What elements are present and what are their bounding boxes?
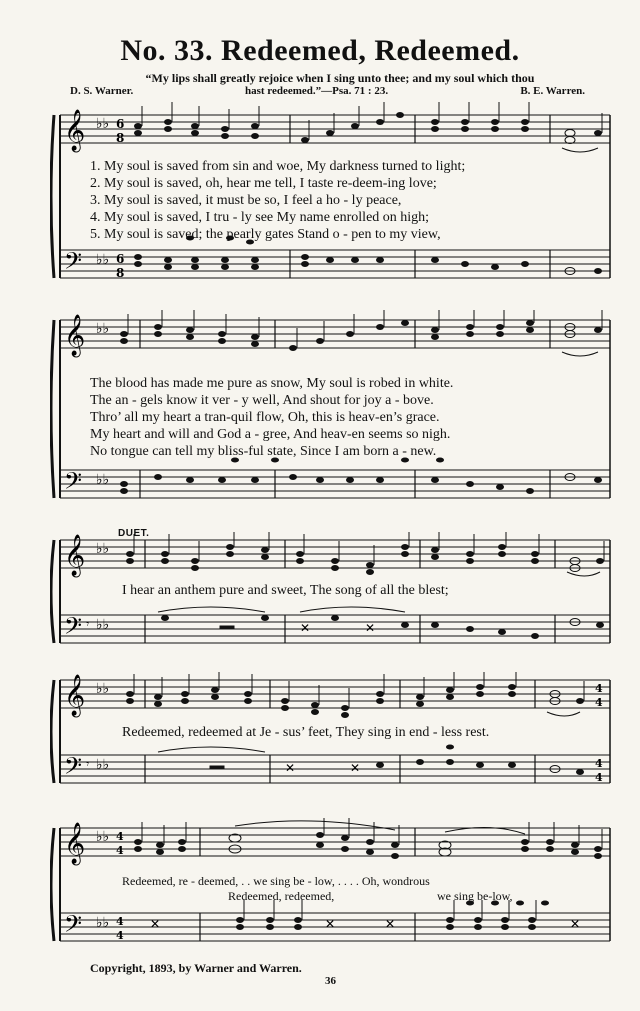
treble-clef-symbol: 𝄞 — [64, 110, 86, 151]
svg-text:♭♭: ♭♭ — [96, 915, 110, 931]
verse-4-line-1: 4. My soul is saved, I tru - ly see My name enrolled on high; — [90, 210, 430, 225]
svg-text:♭♭: ♭♭ — [96, 681, 110, 697]
treble-notes-1 — [134, 112, 602, 144]
system-brace — [51, 115, 54, 278]
verse-4-line-2: My heart and will and God a - gree, And heav-en seems so nigh. — [90, 427, 451, 442]
svg-text:4: 4 — [116, 830, 124, 843]
svg-text:4: 4 — [116, 844, 124, 857]
svg-text:✕: ✕ — [365, 621, 376, 635]
svg-text:6: 6 — [116, 252, 125, 266]
verse-5-line-2: No tongue can tell my bliss-ful state, Since I am born a - new. — [90, 444, 437, 459]
lyricist-credit: D. S. Warner. — [70, 85, 134, 97]
svg-text:𝄢: 𝄢 — [64, 467, 83, 500]
chorus-lower-lyric-2: we sing be-low, — [437, 889, 513, 903]
hymn-title: No. 33. Redeemed, Redeemed. — [120, 34, 520, 67]
chorus-lower-lyric-1: Redeemed, redeemed, — [228, 889, 335, 903]
verse-2-line-2: The an - gels know it ver - y well, And shout for joy a - bove. — [90, 393, 434, 408]
svg-text:4: 4 — [595, 757, 603, 770]
time-signature: 6 — [116, 117, 125, 131]
svg-text:✕: ✕ — [385, 917, 396, 931]
svg-text:♭♭: ♭♭ — [96, 321, 110, 337]
svg-text:✕: ✕ — [150, 917, 161, 931]
svg-text:✕: ✕ — [325, 917, 336, 931]
bass-clef-symbol: 𝄢 — [64, 247, 83, 280]
svg-text:✕: ✕ — [570, 917, 581, 931]
svg-text:8: 8 — [116, 266, 125, 280]
svg-text:♭♭: ♭♭ — [96, 829, 110, 845]
page-number: 36 — [325, 975, 336, 987]
verse-1-line-1: 1. My soul is saved from sin and woe, My darkness turned to light; — [90, 159, 466, 174]
chorus-upper-lyric: Redeemed, re - deemed, . . we sing be - low, . . . . Oh, wondrous — [122, 874, 430, 888]
svg-text:𝄾: 𝄾 — [86, 757, 90, 771]
svg-text:4: 4 — [116, 929, 124, 942]
refrain-lyric: Redeemed, redeemed at Je - sus’ feet, They sing in end - less rest. — [122, 725, 490, 740]
duet-label: DUET. — [118, 528, 150, 539]
verse-5-line-1: 5. My soul is saved; the pearly gates Stand o - pen to my view, — [90, 227, 441, 242]
svg-text:𝄞: 𝄞 — [64, 535, 86, 576]
verse-3-line-1: 3. My soul is saved, it must be so, I feel a ho - ly peace, — [90, 193, 402, 208]
verse-2-line-1: 2. My soul is saved, oh, hear me tell, I taste re-deem-ing love; — [90, 176, 437, 191]
scripture-epigraph — [70, 70, 610, 86]
svg-text:♭♭: ♭♭ — [96, 472, 110, 488]
svg-text:𝄢: 𝄢 — [64, 752, 83, 785]
svg-text:𝄞: 𝄞 — [64, 315, 86, 356]
composer-credit: B. E. Warren. — [520, 85, 585, 97]
svg-text:𝄞: 𝄞 — [64, 823, 86, 864]
svg-text:𝄞: 𝄞 — [64, 675, 86, 716]
svg-text:✕: ✕ — [350, 761, 361, 775]
svg-text:✕: ✕ — [285, 761, 296, 775]
svg-text:𝄢: 𝄢 — [64, 910, 83, 943]
epigraph-line-2: hast redeemed.”—Psa. 71 : 23. — [245, 85, 389, 97]
music-system-3 — [50, 532, 615, 667]
svg-text:♭♭: ♭♭ — [96, 541, 110, 557]
svg-text:𝄾: 𝄾 — [86, 617, 90, 631]
svg-text:8: 8 — [116, 131, 125, 145]
svg-text:𝄢: 𝄢 — [64, 612, 83, 645]
svg-text:4: 4 — [116, 915, 124, 928]
time-signature-change: 4 — [595, 682, 603, 695]
key-signature-flats: ♭♭ — [96, 116, 110, 132]
epigraph-line-1: “My lips shall greatly rejoice when I sing unto thee; and my soul which thou — [145, 71, 535, 85]
svg-text:4: 4 — [595, 771, 603, 784]
svg-text:♭♭: ♭♭ — [96, 757, 110, 773]
copyright-notice: Copyright, 1893, by Warner and Warren. — [90, 961, 302, 975]
verse-1-line-2: The blood has made me pure as snow, My soul is robed in white. — [90, 376, 454, 391]
svg-text:4: 4 — [595, 696, 603, 709]
duet-lyric: I hear an anthem pure and sweet, The song of all the blest; — [122, 583, 449, 598]
svg-text:♭♭: ♭♭ — [96, 252, 110, 268]
verse-3-line-2: Thro’ all my heart a tran-quil flow, Oh, this is heav-en’s grace. — [90, 410, 440, 425]
svg-text:✕: ✕ — [300, 621, 311, 635]
svg-text:♭♭: ♭♭ — [96, 617, 110, 633]
